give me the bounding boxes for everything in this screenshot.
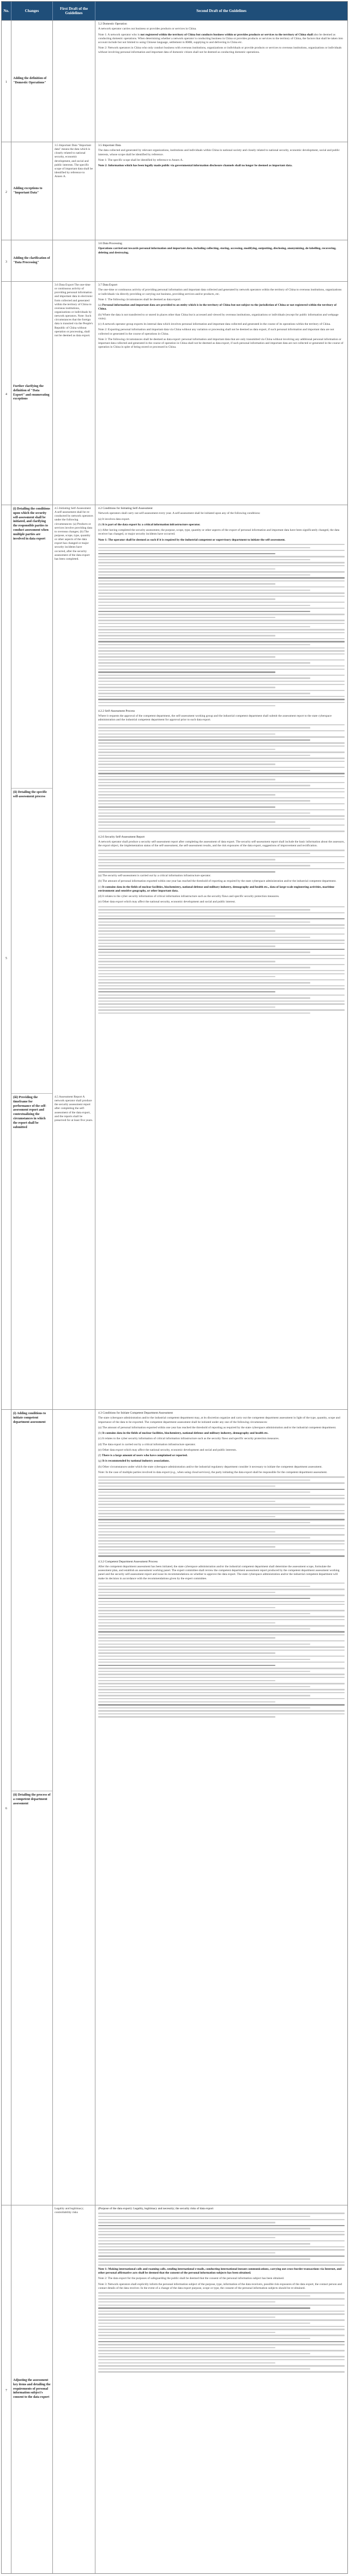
change-label: Further clarifying the definition of "Data Export" and enumerating exceptions — [11, 282, 53, 505]
list-item: (c) After having completed the security assessment, the purpose, scope, type, quantity or other aspects of the export of personal information and important data have been significantly changed, the data receiver has changed, or major security incidents have occurred. — [98, 529, 340, 536]
note: Note 3: The following circumstances shall be deemed as data export: personal information and important data that are only transmitted via China without involving any additional personal information or important data collected and generated in the course of operation in China shall not be deemed as data export, if such personal information and important data are not collected or generated in the course of operation in China in spite of being stored or processed in China. — [98, 337, 344, 349]
list-item: (c) It contains data in the fields of nuclear facilities, biochemistry, national defense and military industry, demography and health etc., data of large-scale engineering activities, maritime environment and sensitive geography, or other important data. — [98, 885, 334, 893]
paragraph: The one-time or continuous activity of providing personal information and important data collected and generated by network operators within the territory of China to overseas institutions, organizations or individuals via directly providing or carrying out business, providing services and/or products, etc. — [98, 288, 342, 296]
first-draft-cell: Legality and legitimacy; controllability risks — [53, 2205, 95, 2573]
paragraph: Operations carried out towards personal information and important data, including collecting, storing, accessing, modifying, outputting, disclosing, anonymizing, de-labelling, recovering, deleting and destroying. — [98, 247, 336, 254]
section-title: 4.2 Conditions for Initiating Self-Assessment — [98, 507, 153, 510]
first-draft-cell — [53, 1791, 95, 2205]
first-draft-cell — [53, 240, 95, 281]
row-number: 1 — [2, 21, 11, 142]
section-title: (Purpose of the data export): Legality, legitimacy and necessity; the security risks of data export — [98, 2207, 214, 2210]
note: Note 1: The specific scope shall be identified by reference to Annex A. — [98, 158, 183, 162]
row-number: 4 — [2, 282, 11, 505]
section-title: 4.3.2 Competent Department Assessment Process — [98, 1560, 158, 1563]
paragraph: Network operators shall carry out self-assessment every year. A self-assessment shall be initiated upon any of the following conditions: — [98, 512, 261, 516]
text-block — [98, 2292, 345, 2372]
table-row — [2, 240, 347, 281]
header-first-draft: First Draft of the Guidelines — [53, 2, 95, 20]
list-item: (f) There is a large amount of users who have complained or reported. — [98, 1454, 188, 1457]
list-item: (c) It relates to the cyber security information of critical information infrastructure such as the security flaws and specific security protection measures. — [98, 1437, 280, 1441]
note: Note 1: Making international calls and roaming calls, sending international e-mails, conducting international instant communications, carrying out cross-border transactions via Internet, and other personal affirmative acts shall be deemed that the consent of the personal information subjects has been obtained. — [98, 2267, 342, 2275]
section-title: 4.3 Conditions for Initiate Competent Department Assessment — [98, 1411, 173, 1415]
table-row — [2, 1409, 347, 2205]
first-draft-cell: 3.5 Important Data "Important data" means the data which is closely related to national security, economic development, and social and public interests. The specific scope of important data shall be identified by reference to Annex A. — [53, 142, 95, 240]
list-item: (a) Personal information and important data are provided to an entity which is in the territory of China but not subject to the jurisdiction of China or not registered within the territory of China. — [98, 304, 337, 311]
list-item: (b) It is part of the data export by a critical information infrastructure operator. — [98, 523, 201, 526]
table-row — [2, 20, 347, 142]
second-draft-cell — [95, 282, 347, 505]
note: Note: In the case of multiple parties involved in data export (e.g., when using cloud services), the party initiating the data export shall be responsible for the competent department assessment. — [98, 1470, 328, 1474]
comparison-table — [1, 1, 348, 2574]
text-block — [98, 850, 345, 872]
change-label — [11, 21, 53, 142]
row-number: 6 — [2, 1410, 11, 2205]
second-draft-cell — [95, 240, 347, 281]
first-draft-cell: 4.5 Assessment Report A network operator shall produce the security assessment report after completing the self-assessment of the data export, and the reports shall be preserved for at least five years. — [53, 1094, 95, 1409]
first-draft-cell — [53, 1410, 95, 1791]
change-label: (i) Detailing the conditions upon which the security self-assessment shall be initiated, and clarifying the responsible parties to conduct assessment when multiple parties are involved in data export — [11, 505, 53, 789]
note: Note 1: A network operator who is not registered within the territory of China but conducts business within or provides products or services to the territory of China shall also be deemed as conducting domestic operations. When determining whether a network operator is conducting business in China or provides products or services to the territory of China, the factors that shall be taken into account include but not limited to using Chinese language, settlement in RMB, supplying to and delivering in China etc. — [98, 33, 343, 44]
list-item: (a) It involves data export. — [98, 517, 130, 521]
section-title: 3.7 Data Export — [98, 283, 117, 287]
text-block — [98, 724, 345, 832]
change-label: Adding the clarification of "Data Processing" — [11, 240, 53, 281]
paragraph: After the competent department assessment has been initiated, the state cyberspace administration and/or the industrial competent department shall determine the assessment scope, formulate the assessment plan, and establish an assessment working panel. The expert committee shall review the competent department assessment report produced by the competent department assessment working panel and the security self-assessment report and issue its recommendations on whether to approve the data export. The state cyberspace administration and/or the industrial competent department will make its decision in accordance with the recommendations given by the expert committee. — [98, 1565, 340, 1580]
second-draft-cell — [95, 2205, 347, 2573]
note: Note 3: Network operators shall explicitly inform the personal information subject of the purpose, type, information of the data receivers, possible risk exposures of the data export, the contact person and contact details of the data receiver. In the event of a change of the data export purpose, scope or type, the consent of the personal information subjects should be re-obtained. — [98, 2282, 342, 2290]
note: Note 1: The operator shall be deemed as such if it is required by the industrial competent or supervisory department to initiate the self-assessment. — [98, 538, 286, 542]
second-draft-cell — [95, 1410, 347, 2205]
text-block — [98, 2213, 345, 2265]
row-number: 7 — [2, 2205, 11, 2573]
table-row — [2, 281, 347, 505]
note: Note 1: The following circumstances shall be deemed as data export: — [98, 298, 181, 301]
text-block — [98, 544, 345, 706]
text-block — [98, 1583, 345, 1718]
second-draft-cell — [95, 505, 347, 1409]
list-item: (d) It relates to the cyber security information of critical information infrastructure such as the security flaws and specific security protection measures. — [98, 895, 280, 899]
note: Note 2: The data export for the purposes of safeguarding the public shall be deemed that the consent of the personal information subject has been obtained. — [98, 2277, 285, 2281]
table-header — [2, 2, 347, 20]
change-label: Adding exceptions to "Important Data" — [11, 142, 53, 240]
first-draft-cell — [53, 789, 95, 1094]
table-row — [2, 505, 347, 1409]
first-draft-cell: 3.6 Data Export The one-time or continuous activity of providing personal information and important data in electronic form collected and generated within the territory of China to overseas institutions, organizations or individuals by network operators. Note: Such circumstances that the foreign data is transited via the People's Republic of China without operation or processing, shall not be deemed as data export. — [53, 282, 95, 505]
first-draft-cell: 4.5 Initiating Self-Assessment A self-assessment shall be re-conducted by network operators under the following circumstances: (a) Products or services involve providing data to overseas changes; (b) The purpose, scope, type, quantity or other aspects of the data export has changed or major security incidents have occurred, after the security assessment of the data export has been completed. — [53, 505, 95, 789]
paragraph: The data collected and generated by relevant organizations, institutions and individuals within China in national society and closely related to national security, economic development, social and public interests, whose scope shall be identified by reference. — [98, 149, 340, 156]
second-draft-cell — [95, 142, 347, 240]
table-row — [2, 2205, 347, 2573]
row-number: 3 — [2, 240, 11, 281]
paragraph: A network operator carries out business or provides products or services in China. — [98, 27, 197, 31]
list-item: (e) Other data export which may affect the national security, economic development and social and public interests. — [98, 1448, 237, 1452]
change-text: Adding the definition of "Domestic Operations" — [13, 77, 47, 84]
header-no: No. — [2, 2, 11, 20]
section-title: 3.5 Important Data — [98, 144, 121, 147]
list-item: (h) Other circumstances under which the state cyberspace administration and/or the industrial regulatory department consider it necessary to initiate the competent department assessment. — [98, 1465, 322, 1469]
note: Note 2: Exporting personal information and important data via China without any variation or processing shall not be deemed as data export, if such personal information and important data are not collected or generated in the course of operations in China. — [98, 328, 334, 336]
paragraph: Where it requests the approval of the competent department, the self-assessment working group and the industrial competent department shall submit the assessment report to the state cyberspace administration and the industrial competent department for approval prior to such data export. — [98, 714, 332, 722]
list-item: (e) Other data export which may affect the national security, economic development and social and public interest. — [98, 900, 236, 904]
change-label: (ii) Detailing the process of a competent department assessment — [11, 1791, 53, 2205]
list-item: (c) A network operator group exports its internal data which involves personal information and important data collected and generated in the course of its operations within the territory of China. — [98, 323, 331, 326]
list-item: (b) Where the data is not transferred to or stored in places other than China but is accessed and viewed by overseas institutions, organizations or individuals (except for public information and webpage visits). — [98, 313, 339, 320]
list-item: (g) It is recommended by national industry associations. — [98, 1459, 170, 1463]
note: Note 2: Information which has been legally made public via governmental information disclosure channels shall no longer be deemed as important data. — [98, 164, 293, 167]
text-block — [98, 906, 345, 1014]
section-title: 4.2.6 Security Self-Assessment Report — [98, 835, 145, 839]
note: Note 2: Network operators in China who only conduct business with overseas institutions, organizations or individuals or provide products or services to overseas institutions, organizations or individuals without involving personal information and important data of domestic citizen shall not be deemed as conducting domestic operations. — [98, 46, 342, 54]
change-label: (i) Adding conditions to initiate competent department assessment — [11, 1410, 53, 1791]
list-item: (a) The security self-assessment is carried out by a critical information infrastructure operator. — [98, 874, 211, 878]
row-number: 2 — [2, 142, 11, 240]
first-draft-cell — [53, 21, 95, 142]
header-second-draft: Second Draft of the Guidelines — [196, 8, 246, 13]
list-item: (a) The amount of personal information exported within one year has reached the threshold of reporting as required by the state cyberspace administration and/or the industrial competent department. — [98, 1426, 336, 1429]
paragraph: The state cyberspace administration and/or the industrial competent department may, at its discretion organize and carry out the competent department assessment in light of the type, quantity, scope and importance of the data to be exported. The competent department assessment shall be initiated under any one of the following circumstances: — [98, 1416, 340, 1424]
second-draft-cell — [95, 21, 347, 142]
row-number: 5 — [2, 505, 11, 1409]
text-block — [98, 1476, 345, 1556]
section-title: 5.2 Domestic Operation — [98, 22, 127, 26]
paragraph: A network operator shall produce a security self-assessment report after completing the assessment of data export. The security self-assessment report shall include the basic information about the assessors, the export object, the implementation status of the self-assessment, the self-assessment results, and the risk exposures of the data export, suggestions of improvement and rectification. — [98, 840, 345, 848]
section-title: 4.2.2 Self-Assessment Process — [98, 709, 135, 713]
change-label: (iii) Providing the timeframe for performance of the self-assessment report and contextualizing the circumstances in which the report shall be submitted — [11, 1094, 53, 1409]
list-item: (d) The data export is carried out by a critical information infrastructure operator. — [98, 1442, 196, 1446]
list-item: (b) The amount of personal information exported within one year has reached the threshold of reporting as required by the state cyberspace administration and/or the industrial competent department. — [98, 880, 336, 883]
table-row — [2, 142, 347, 240]
header-changes: Changes — [11, 2, 53, 20]
change-label: Adjusting the assessment key items and detailing the requirements of personal information subject's consent to the data export — [11, 2205, 53, 2573]
change-label: (ii) Detailing the specific self-assessment process — [11, 789, 53, 1094]
section-title: 3.6 Data Processing — [98, 242, 122, 245]
list-item: (b) It contains data in the fields of nuclear facilities, biochemistry, national defense and military industry, demography and health etc. — [98, 1432, 269, 1435]
